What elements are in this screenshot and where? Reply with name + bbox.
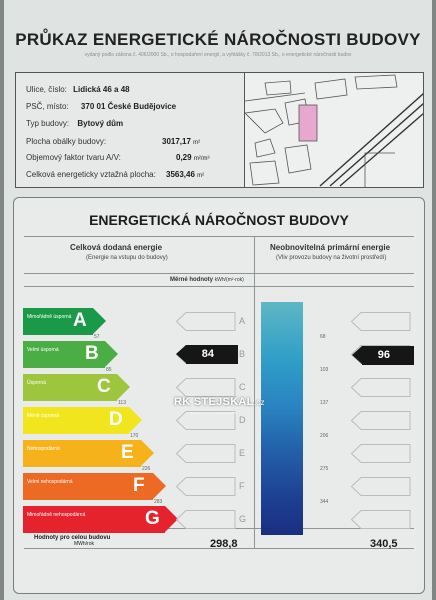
energy-class-arrow (153, 473, 166, 499)
watermark-tagline: REALITNÍ KANCELÁŘ (190, 411, 238, 415)
energy-class-arrow (105, 341, 118, 367)
rating-slot-outline (176, 510, 236, 529)
delivered-energy-rating (186, 345, 238, 364)
total-primary-energy: 340,5 (370, 538, 398, 550)
energy-class-arrow (93, 308, 106, 334)
primary-energy-sub: (Vliv provozu budovy na životní prostředí) (276, 255, 387, 261)
certificate-sheet (4, 0, 432, 600)
energy-class-label: Méně úsporná (27, 413, 59, 419)
energy-class-label: Mimořádně nehospodárná (27, 512, 86, 518)
energy-class-label: Nehospodárná (27, 446, 60, 452)
units-label: Měrné hodnoty (170, 277, 213, 283)
address-row (26, 85, 130, 94)
slot-letter: E (239, 448, 246, 458)
rating-slot (351, 444, 401, 463)
rating-slot (176, 510, 226, 529)
slot-letter: B (239, 349, 246, 359)
watermark-tld: .cz (253, 398, 265, 407)
units-value: kWh/(m²·rok) (214, 277, 244, 283)
energy-class-letter: D (109, 409, 123, 430)
envelope-unit: m² (193, 140, 201, 146)
rating-slot-outline (176, 378, 236, 397)
energy-class-bar (23, 506, 165, 533)
rating-slot-outline (351, 510, 411, 529)
energy-class-label: Mimořádně úsporná (27, 314, 72, 320)
rating-slot-outline (351, 378, 411, 397)
rating-slot (176, 312, 226, 331)
left-threshold-tick: 85 (106, 367, 112, 373)
rating-slot-outline (351, 477, 411, 496)
rating-slot (351, 411, 401, 430)
city-row (26, 102, 176, 111)
floor-unit: m² (197, 173, 205, 179)
header-divider (24, 273, 414, 274)
left-threshold-tick: 283 (154, 499, 163, 505)
address-value: Lidická 46 a 48 (73, 85, 130, 94)
factor-value-row (176, 153, 209, 162)
energy-class-label: Úsporná (27, 380, 46, 386)
energy-class-letter: C (97, 376, 111, 397)
factor-label: Objemový faktor tvaru A/V: (26, 153, 121, 162)
envelope-label: Plocha obálky budovy: (26, 137, 107, 146)
energy-class-arrow (129, 407, 142, 433)
specific-values-label (170, 277, 244, 283)
rating-slot (176, 378, 226, 397)
energy-class-letter: F (133, 475, 145, 496)
primary-energy-scale (261, 302, 303, 535)
city-label: PSČ, místo: (26, 102, 69, 111)
rating-slot-outline (176, 444, 236, 463)
totals-unit: MWh/rok (74, 541, 94, 547)
rating-slot (351, 510, 401, 529)
right-threshold-tick: 68 (320, 334, 326, 340)
slot-letter: F (239, 481, 245, 491)
type-label: Typ budovy: (26, 119, 70, 128)
slot-letter: G (239, 514, 247, 524)
energy-class-letter: B (85, 343, 99, 364)
site-map (244, 73, 423, 187)
city-value: 370 01 České Budějovice (80, 102, 177, 111)
right-threshold-tick: 206 (320, 433, 329, 439)
slot-letter: A (239, 316, 246, 326)
type-row (26, 119, 123, 128)
left-threshold-tick: 226 (142, 466, 151, 472)
energy-class-label: Velmi úsporná (27, 347, 59, 353)
primary-energy-rating (362, 346, 414, 365)
rating-slot (351, 378, 401, 397)
column-divider (254, 236, 255, 548)
left-threshold-tick: 170 (130, 433, 139, 439)
factor-value: 0,29 (176, 153, 192, 162)
right-threshold-tick: 103 (320, 367, 329, 373)
floor-label: Celková energeticky vztažná plocha: (26, 170, 156, 179)
slot-letter: C (239, 382, 246, 392)
envelope-value-row (162, 137, 200, 146)
floor-value-row (166, 170, 204, 179)
envelope-value: 3017,17 (162, 137, 191, 146)
right-threshold-tick: 275 (320, 466, 329, 472)
left-threshold-tick: 57 (94, 334, 100, 340)
energy-class-letter: G (145, 508, 160, 529)
rating-slot (176, 477, 226, 496)
energy-class-label: Velmi nehospodárná (27, 479, 73, 485)
rating-slot (351, 312, 401, 331)
cadastral-map-drawing (245, 73, 423, 187)
certificate-title: PRŮKAZ ENERGETICKÉ NÁROČNOSTI BUDOVY (15, 30, 421, 49)
totals-label: Hodnoty pro celou budovu (34, 535, 111, 541)
type-value: Bytový dům (77, 119, 124, 128)
units-divider (24, 286, 414, 287)
total-delivered-energy: 298,8 (210, 538, 238, 550)
watermark-brand: RK STEJSKAL (174, 396, 254, 408)
rating-slot (351, 477, 401, 496)
delivered-energy-sub: (Energie na vstupu do budovy) (86, 255, 168, 261)
rating-slot-outline (176, 312, 236, 331)
panel-title: ENERGETICKÁ NÁROČNOST BUDOVY (89, 212, 349, 228)
slot-letter: D (239, 415, 246, 425)
energy-class-letter: A (73, 310, 87, 331)
rating-slot-outline (351, 411, 411, 430)
building-info-box (15, 72, 424, 188)
primary-energy-header: Neobnovitelná primární energie (270, 243, 391, 252)
totals-label-group (34, 535, 110, 547)
primary-energy-rating-value: 96 (377, 349, 390, 361)
rating-slot-outline (351, 312, 411, 331)
rating-slot-outline (176, 477, 236, 496)
delivered-energy-header: Celková dodaná energie (70, 243, 163, 252)
rating-slot (176, 444, 226, 463)
left-threshold-tick: 113 (118, 400, 126, 406)
energy-class-arrow (141, 440, 154, 466)
energy-class-letter: E (121, 442, 134, 463)
delivered-energy-rating-value: 84 (201, 348, 214, 360)
header-divider-top (24, 236, 414, 237)
right-threshold-tick: 344 (320, 499, 329, 505)
address-label: Ulice, číslo: (26, 85, 67, 94)
energy-class-arrow (117, 374, 130, 400)
rating-slot-outline (351, 444, 411, 463)
factor-unit: m²/m³ (193, 156, 210, 162)
right-threshold-tick: 137 (320, 400, 329, 406)
highlighted-parcel (299, 105, 317, 141)
legal-note: vydaný podle zákona č. 406/2000 Sb., o hospodaření energií, a vyhlášky č. 78/2013 Sb., o energetické náročnosti budov (84, 52, 352, 58)
watermark-logo (174, 396, 265, 408)
floor-value: 3563,46 (166, 170, 195, 179)
